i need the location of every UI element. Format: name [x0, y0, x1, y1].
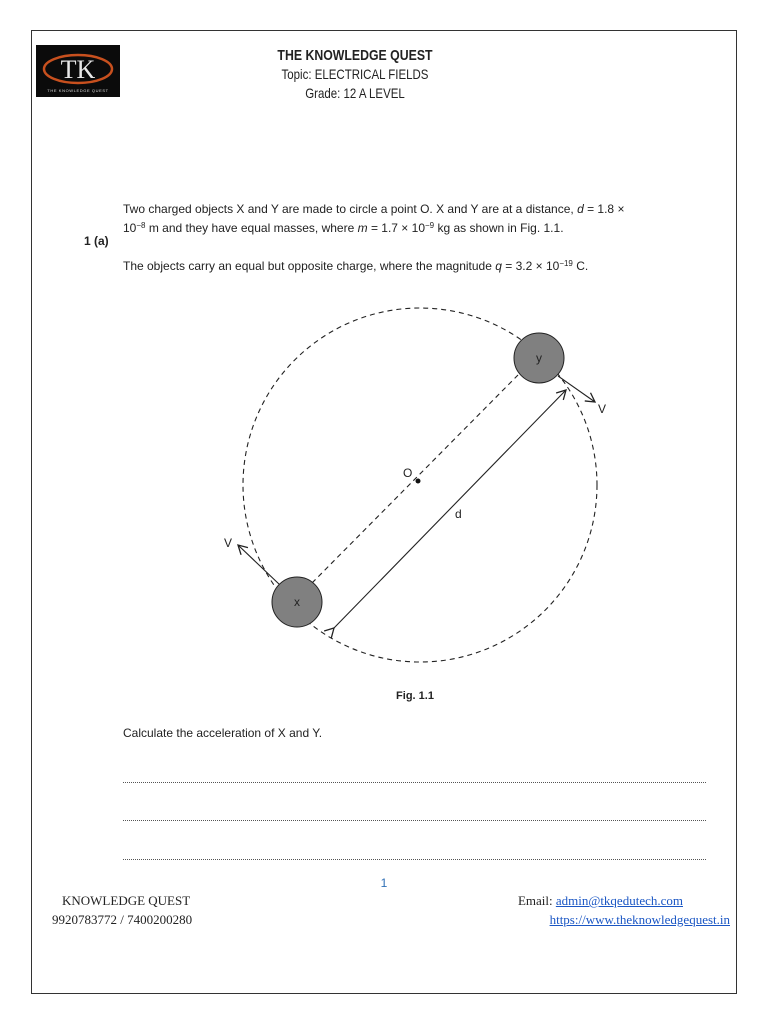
question-number: 1 (a)	[84, 234, 109, 248]
footer-email-row	[518, 891, 730, 910]
email-link[interactable]: admin@tkqedutech.com	[555, 893, 683, 908]
velocity-arrow-x	[238, 545, 280, 585]
document-title: THE KNOWLEDGE QUEST	[277, 47, 433, 64]
answer-line[interactable]	[123, 859, 706, 860]
logo-tagline: THE KNOWLEDGE QUEST	[47, 88, 109, 93]
label-x: x	[294, 595, 300, 609]
figure-caption: Fig. 1.1	[396, 690, 434, 702]
figure-orbit-diagram	[200, 300, 620, 680]
website-link[interactable]: https://www.theknowledgequest.in	[549, 912, 730, 927]
email-label: Email:	[517, 893, 556, 908]
center-point	[416, 479, 421, 484]
radius-line	[312, 375, 518, 583]
footer-contact	[52, 891, 192, 929]
label-d: d	[455, 507, 462, 521]
question-prompt: Calculate the acceleration of X and Y.	[123, 726, 323, 740]
logo-letters: TK	[60, 55, 96, 84]
label-y: y	[536, 351, 542, 365]
question-paragraph-1: Two charged objects X and Y are made to circle a point O. X and Y are at a distance, $d = 1.8 \times 10^{-8}$ m and they have equal masses, where $m = 1.7 \times 10^{-9}$ kg as shown in Fig. 1.1.	[123, 202, 625, 235]
answer-line[interactable]	[123, 820, 706, 821]
footer-org: KNOWLEDGE QUEST	[62, 893, 191, 908]
label-v-x: V	[224, 536, 233, 550]
document-grade: Grade: 12 A LEVEL	[305, 85, 405, 101]
velocity-arrow-y	[558, 376, 595, 402]
label-v-y: V	[598, 402, 607, 416]
label-o: O	[403, 466, 413, 480]
document-topic: Topic: ELECTRICAL FIELDS	[281, 66, 429, 82]
question-paragraph-2: The objects carry an equal but opposite charge, where the magnitude $q = 3.2 \times 10^{-19}$ C.	[123, 259, 589, 273]
answer-line[interactable]	[123, 782, 706, 783]
footer-links	[518, 891, 730, 929]
footer-phones: 9920783772 / 7400200280	[52, 912, 193, 927]
document-header	[190, 46, 520, 103]
logo	[36, 45, 120, 97]
distance-arrow	[334, 390, 566, 628]
page-number: 1	[380, 876, 388, 890]
